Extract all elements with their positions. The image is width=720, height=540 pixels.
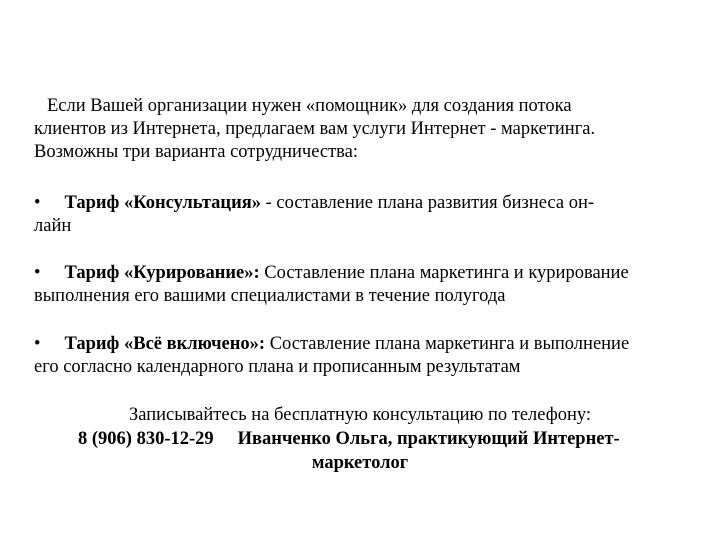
tariff-name: Тариф «Всё включено»: xyxy=(64,334,266,354)
intro-line-1: Если Вашей организации нужен «помощник» для создания потока xyxy=(47,96,572,116)
contact-role: маркетолог xyxy=(311,453,409,473)
contact-invite: Записывайтесь на бесплатную консультацию по телефону: xyxy=(128,405,591,425)
tariff-name: Тариф «Консультация» xyxy=(64,193,261,213)
tariff-item xyxy=(34,332,629,356)
contact-person: Иванченко Ольга, практикующий Интернет- xyxy=(237,429,620,449)
tariff-description: - составление плана развития бизнеса он- xyxy=(261,193,595,213)
intro-line-3: Возможны три варианта сотрудничества: xyxy=(34,142,359,162)
bullet-icon: • xyxy=(34,193,41,213)
tariff-item xyxy=(34,261,629,285)
bullet-icon: • xyxy=(34,263,41,283)
tariff-description-cont: лайн xyxy=(34,216,72,236)
tariff-description: Составление плана маркетинга и курирование xyxy=(259,263,629,283)
intro-line-2: клиентов из Интернета, предлагаем вам услуги Интернет - маркетинга. xyxy=(34,119,596,139)
tariff-description-cont: его согласно календарного плана и прописанным результатам xyxy=(34,357,521,377)
tariff-description-cont: выполнения его вашими специалистами в течение полугода xyxy=(34,286,506,306)
tariff-name: Тариф «Курирование»: xyxy=(64,263,260,283)
contact-phone: 8 (906) 830-12-29 xyxy=(78,429,214,449)
bullet-icon: • xyxy=(34,334,41,354)
contact-line xyxy=(78,427,620,451)
tariff-description: Составление плана маркетинга и выполнение xyxy=(265,334,630,354)
tariff-item xyxy=(34,191,594,215)
